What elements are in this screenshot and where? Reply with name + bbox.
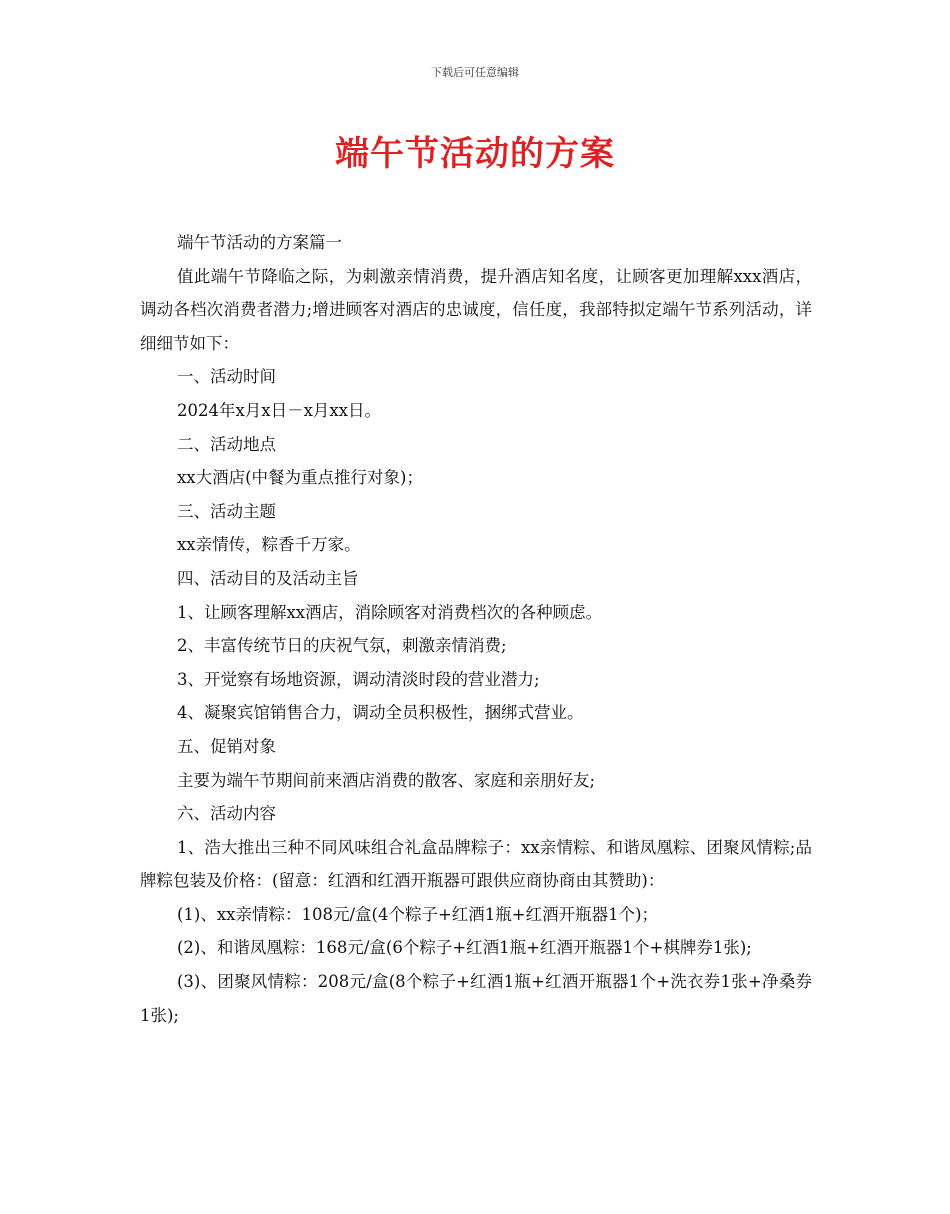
list-item: 2、丰富传统节日的庆祝气氛，刺激亲情消费;	[177, 636, 507, 656]
intro-paragraph: 值此端午节降临之际，为刺激亲情消费，提升酒店知名度，让顾客更加理解xxx酒店，调动各档次消费者潜力;增进顾客对酒店的忠诚度，信任度，我部特拟定端午节系列活动，详细细节如下：	[140, 266, 812, 353]
section-heading: 一、活动时间	[177, 367, 276, 387]
section-heading: 六、活动内容	[177, 804, 276, 824]
section-heading: 端午节活动的方案篇一	[177, 233, 342, 252]
section-heading: 四、活动目的及活动主旨	[177, 568, 359, 588]
document-title: 端午节活动的方案	[335, 134, 615, 174]
section-heading: 二、活动地点	[177, 434, 276, 454]
header-note: 下载后可任意编辑	[431, 66, 519, 79]
list-item: 4、凝聚宾馆销售合力，调动全员积极性，捆绑式营业。	[177, 703, 584, 723]
paragraph: xx大酒店(中餐为重点推行对象)；	[177, 468, 423, 488]
paragraph: 2024年x月x日－x月xx日。	[177, 400, 382, 420]
section-heading: 三、活动主题	[177, 501, 276, 521]
list-item: 1、让顾客理解xx酒店，消除顾客对消费档次的各种顾虑。	[177, 602, 603, 622]
list-item: (3)、团聚风情粽：208元/盒(8个粽子+红酒1瓶+红酒开瓶器1个+洗衣券1张+净桑券1张);	[140, 972, 812, 1025]
section-heading: 五、促销对象	[177, 736, 276, 756]
list-item: 3、开觉察有场地资源，调动清淡时段的营业潜力;	[177, 669, 540, 689]
list-item: (2)、和谐凤凰粽：168元/盒(6个粽子+红酒1瓶+红酒开瓶器1个+棋牌券1张);	[177, 938, 752, 958]
document-body	[140, 226, 812, 1032]
list-item: (1)、xx亲情粽：108元/盒(4个粽子+红酒1瓶+红酒开瓶器1个)；	[177, 904, 659, 924]
paragraph: xx亲情传，粽香千万家。	[177, 535, 361, 555]
paragraph: 主要为端午节期间前来酒店消费的散客、家庭和亲朋好友;	[177, 770, 596, 790]
paragraph: 1、浩大推出三种不同风味组合礼盒品牌粽子：xx亲情粽、和谐凤凰粽、团聚风情粽;品牌粽包装及价格：(留意：红酒和红酒开瓶器可跟供应商协商由其赞助)：	[140, 837, 812, 891]
